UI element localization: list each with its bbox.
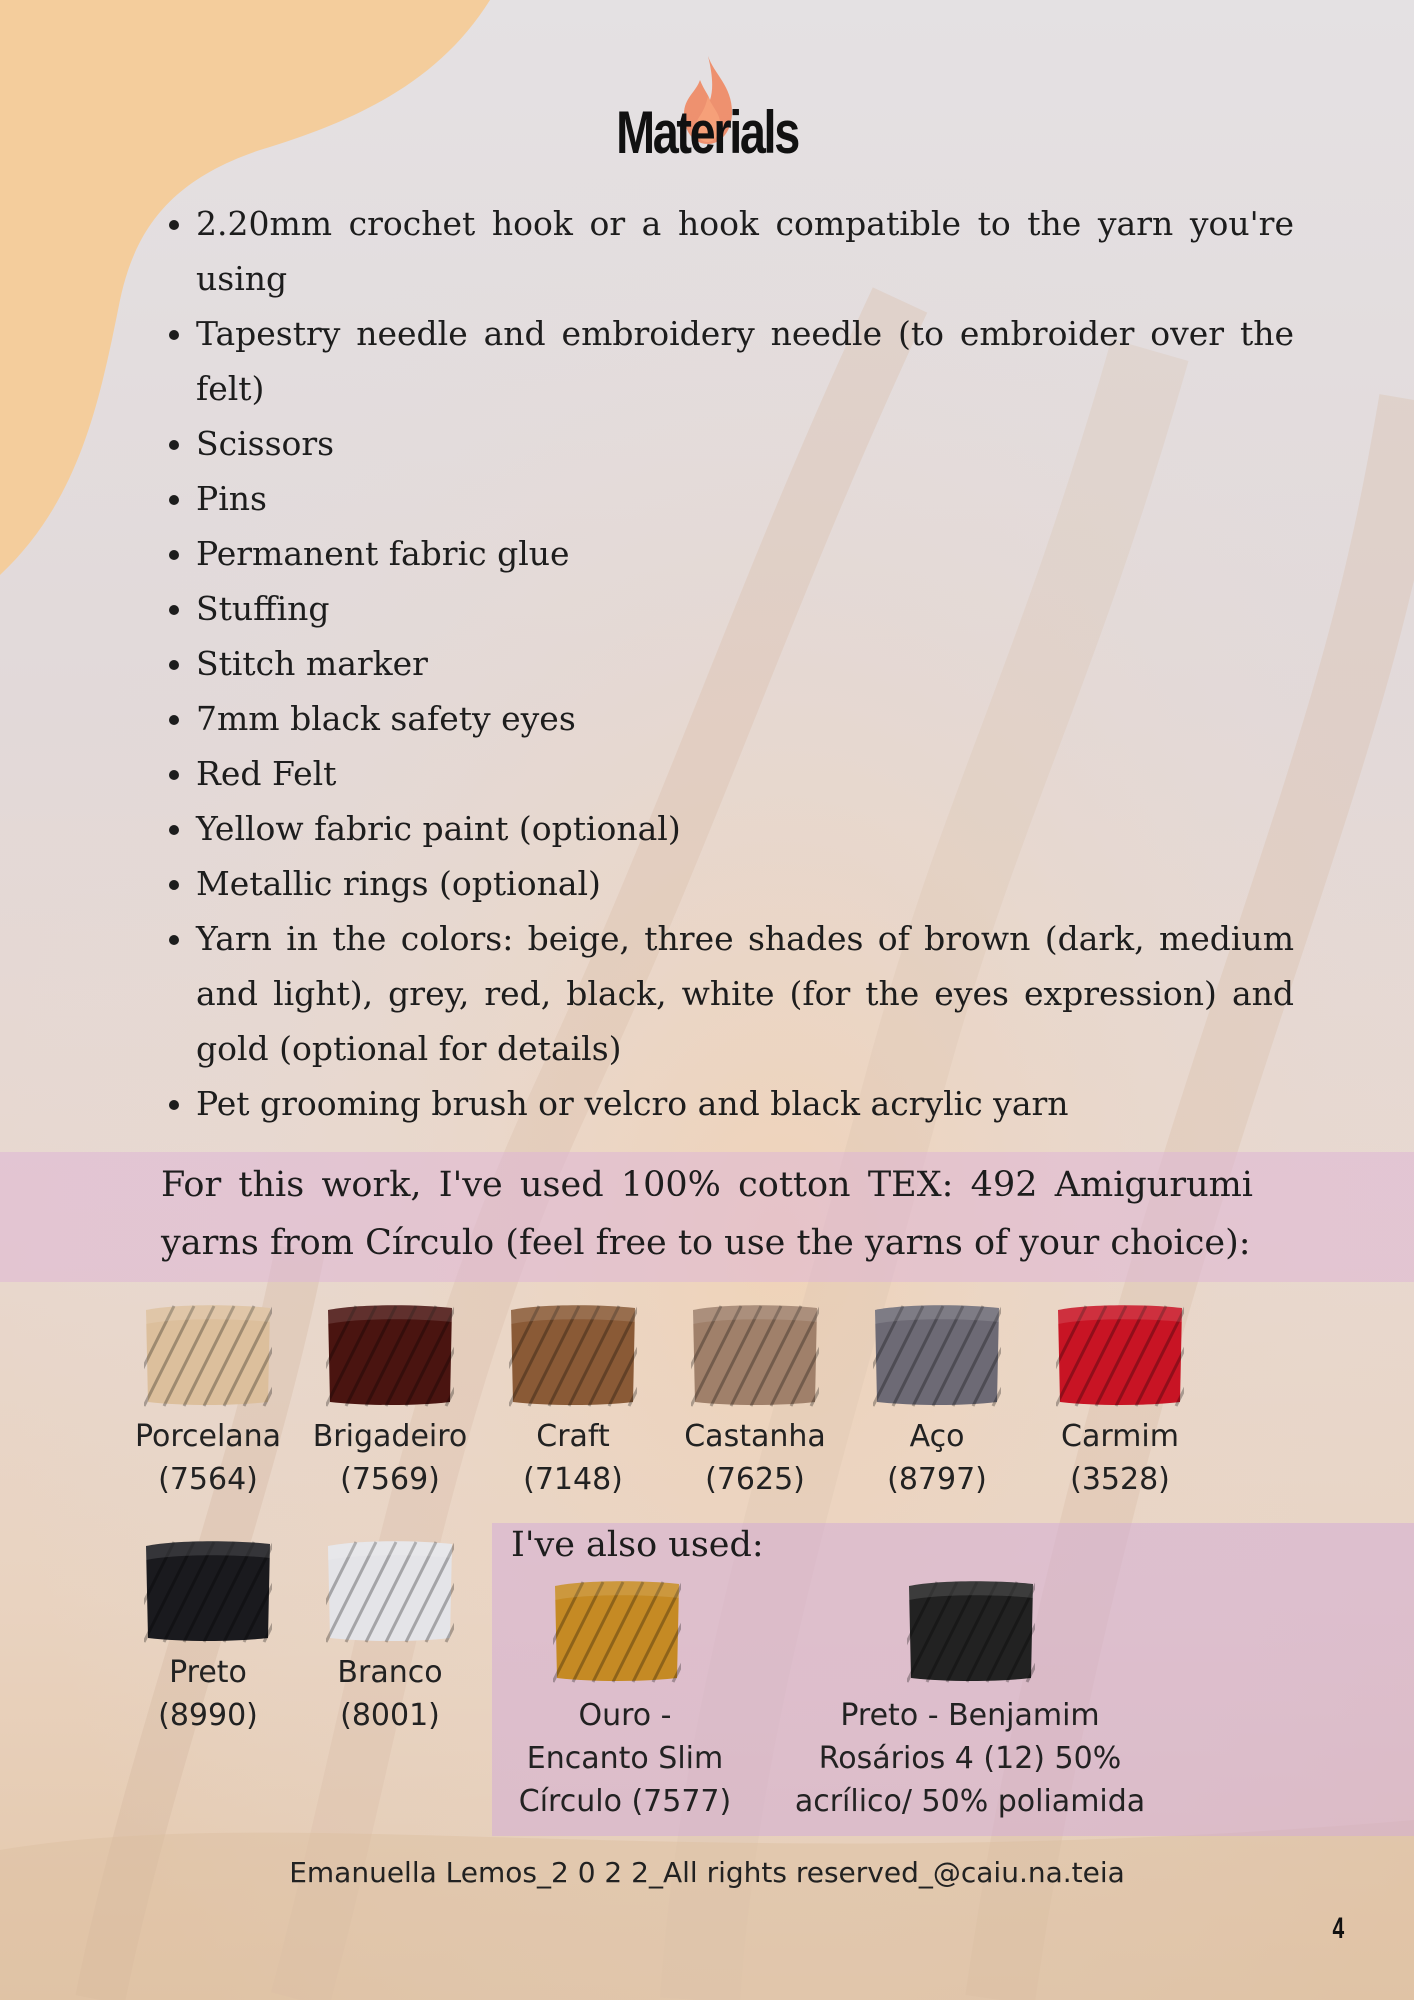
also-used-line: acrílico/ 50% poliamida xyxy=(794,1784,1146,1819)
material-item: • Pins xyxy=(196,471,1294,526)
yarn-label xyxy=(483,1415,663,1501)
material-item: • Stitch marker xyxy=(196,636,1294,691)
yarn-ball-image xyxy=(553,1578,681,1684)
yarn-code: (8001) xyxy=(340,1698,440,1733)
also-used-line: Preto - Benjamim xyxy=(840,1698,1100,1733)
yarn-name: Porcelana xyxy=(134,1419,282,1454)
material-item: • Tapestry needle and embroidery needle (to embroider over the felt) xyxy=(196,306,1294,416)
material-item: • 7mm black safety eyes xyxy=(196,691,1294,746)
yarn-name: Branco xyxy=(337,1655,443,1690)
material-item: • Pet grooming brush or velcro and black acrylic yarn xyxy=(196,1076,1294,1131)
yarn-label xyxy=(1030,1415,1210,1501)
also-used-line: Ouro - xyxy=(578,1698,672,1733)
material-item: • Yarn in the colors: beige, three shades of brown (dark, medium and light), grey, red, black, white (for the eyes expression) and gold (optional for details) xyxy=(196,911,1294,1076)
yarn-swatch xyxy=(144,1302,272,1408)
material-item: • Permanent fabric glue xyxy=(196,526,1294,581)
yarn-name: Carmim xyxy=(1061,1419,1179,1454)
yarn-ball-image xyxy=(1056,1302,1184,1408)
material-item: • Metallic rings (optional) xyxy=(196,856,1294,911)
also-used-swatch xyxy=(553,1578,681,1684)
yarn-ball-image xyxy=(326,1538,454,1644)
yarn-name: Craft xyxy=(536,1419,610,1454)
yarn-code: (3528) xyxy=(1070,1462,1170,1497)
yarn-name: Brigadeiro xyxy=(312,1419,468,1454)
yarn-ball-image xyxy=(144,1302,272,1408)
yarn-code: (8990) xyxy=(158,1698,258,1733)
yarn-swatch xyxy=(144,1538,272,1644)
yarn-ball-image xyxy=(691,1302,819,1408)
page-title: Materials xyxy=(616,99,798,166)
yarn-swatch xyxy=(326,1302,454,1408)
material-item: • Yellow fabric paint (optional) xyxy=(196,801,1294,856)
yarn-code: (7569) xyxy=(340,1462,440,1497)
yarn-label xyxy=(300,1415,480,1501)
yarn-code: (8797) xyxy=(887,1462,987,1497)
yarn-name: Castanha xyxy=(684,1419,826,1454)
yarn-label xyxy=(665,1415,845,1501)
yarn-intro-text: For this work, I've used 100% cotton TEX: 492 Amigurumi yarns from Círculo (feel free to use the yarns of your choice): xyxy=(161,1165,1253,1263)
yarn-code: (7625) xyxy=(705,1462,805,1497)
yarn-ball-image xyxy=(144,1538,272,1644)
also-used-line: Rosários 4 (12) 50% xyxy=(818,1741,1122,1776)
material-item: • Scissors xyxy=(196,416,1294,471)
also-used-title: I've also used: xyxy=(511,1525,764,1565)
yarn-ball-image xyxy=(326,1302,454,1408)
yarn-swatch xyxy=(691,1302,819,1408)
material-item: • Red Felt xyxy=(196,746,1294,801)
yarn-name: Aço xyxy=(909,1419,965,1454)
yarn-label xyxy=(847,1415,1027,1501)
footer-credit: Emanuella Lemos_2 0 2 2_All rights reserved_@caiu.na.teia xyxy=(289,1856,1125,1889)
yarn-label xyxy=(300,1651,480,1737)
yarn-label xyxy=(118,1415,298,1501)
also-used-line: Círculo (7577) xyxy=(518,1784,732,1819)
yarn-name: Preto xyxy=(169,1655,247,1690)
page-number: 4 xyxy=(1332,1912,1345,1945)
yarn-swatch xyxy=(509,1302,637,1408)
yarn-label xyxy=(118,1651,298,1737)
material-item: • Stuffing xyxy=(196,581,1294,636)
also-used-label xyxy=(505,1694,745,1823)
also-used-line: Encanto Slim xyxy=(526,1741,724,1776)
materials-list xyxy=(160,196,1294,1131)
yarn-ball-image xyxy=(509,1302,637,1408)
material-item: • 2.20mm crochet hook or a hook compatible to the yarn you're using xyxy=(196,196,1294,306)
yarn-ball-image xyxy=(907,1578,1035,1684)
yarn-swatch xyxy=(326,1538,454,1644)
title-block xyxy=(0,48,1414,178)
yarn-code: (7148) xyxy=(523,1462,623,1497)
also-used-label xyxy=(770,1694,1170,1823)
also-used-swatch xyxy=(907,1578,1035,1684)
yarn-swatch xyxy=(873,1302,1001,1408)
yarn-code: (7564) xyxy=(158,1462,258,1497)
yarn-swatch xyxy=(1056,1302,1184,1408)
yarn-ball-image xyxy=(873,1302,1001,1408)
